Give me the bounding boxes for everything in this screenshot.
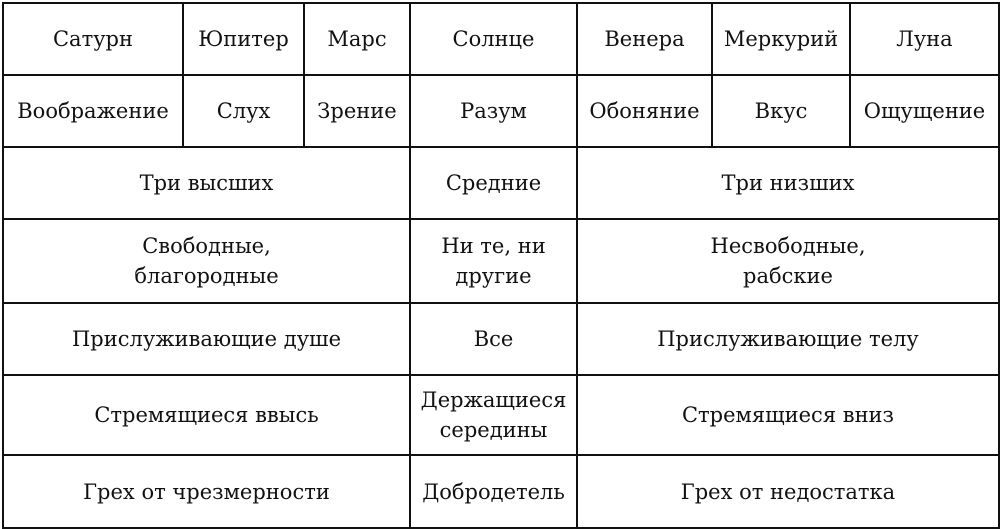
freedom-row xyxy=(3,219,999,303)
morality-middle-cell: Добродетель xyxy=(410,455,577,528)
planet-cell: Марс xyxy=(304,3,410,75)
service-lower-cell: Прислуживающие телу xyxy=(577,303,999,375)
planets-row xyxy=(3,3,999,75)
freedom-middle-line2: другие xyxy=(455,264,532,288)
planet-cell: Юпитер xyxy=(183,3,304,75)
groups-row xyxy=(3,147,999,219)
faculty-cell: Воображение xyxy=(3,75,183,147)
freedom-middle-line1: Ни те, ни xyxy=(441,234,546,258)
group-upper-cell: Три высших xyxy=(3,147,410,219)
direction-lower-cell: Стремящиеся вниз xyxy=(577,375,999,455)
service-upper-cell: Прислуживающие душе xyxy=(3,303,410,375)
planet-cell: Солнце xyxy=(410,3,577,75)
morality-upper-cell: Грех от чрезмерности xyxy=(3,455,410,528)
morality-lower-cell: Грех от недостатка xyxy=(577,455,999,528)
freedom-middle-cell xyxy=(410,219,577,303)
faculty-cell: Разум xyxy=(410,75,577,147)
freedom-upper-cell xyxy=(3,219,410,303)
morality-row xyxy=(3,455,999,528)
faculty-cell: Зрение xyxy=(304,75,410,147)
service-middle-cell: Все xyxy=(410,303,577,375)
direction-middle-cell xyxy=(410,375,577,455)
faculty-cell: Ощущение xyxy=(850,75,999,147)
direction-row xyxy=(3,375,999,455)
correspondence-table xyxy=(2,2,1000,529)
service-row xyxy=(3,303,999,375)
planet-cell: Венера xyxy=(577,3,712,75)
direction-middle-line2: середины xyxy=(439,418,548,442)
freedom-lower-line1: Несвободные, xyxy=(710,234,866,258)
planet-cell: Луна xyxy=(850,3,999,75)
freedom-lower-cell xyxy=(577,219,999,303)
faculty-cell: Вкус xyxy=(712,75,850,147)
faculty-cell: Слух xyxy=(183,75,304,147)
group-lower-cell: Три низших xyxy=(577,147,999,219)
direction-upper-cell: Стремящиеся ввысь xyxy=(3,375,410,455)
group-middle-cell: Средние xyxy=(410,147,577,219)
freedom-upper-line2: благородные xyxy=(134,264,279,288)
faculty-cell: Обоняние xyxy=(577,75,712,147)
freedom-lower-line2: рабские xyxy=(743,264,833,288)
correspondence-table-container xyxy=(2,2,998,527)
planet-cell: Меркурий xyxy=(712,3,850,75)
planet-cell: Сатурн xyxy=(3,3,183,75)
faculties-row xyxy=(3,75,999,147)
direction-middle-line1: Держащиеся xyxy=(420,388,567,412)
freedom-upper-line1: Свободные, xyxy=(142,234,271,258)
